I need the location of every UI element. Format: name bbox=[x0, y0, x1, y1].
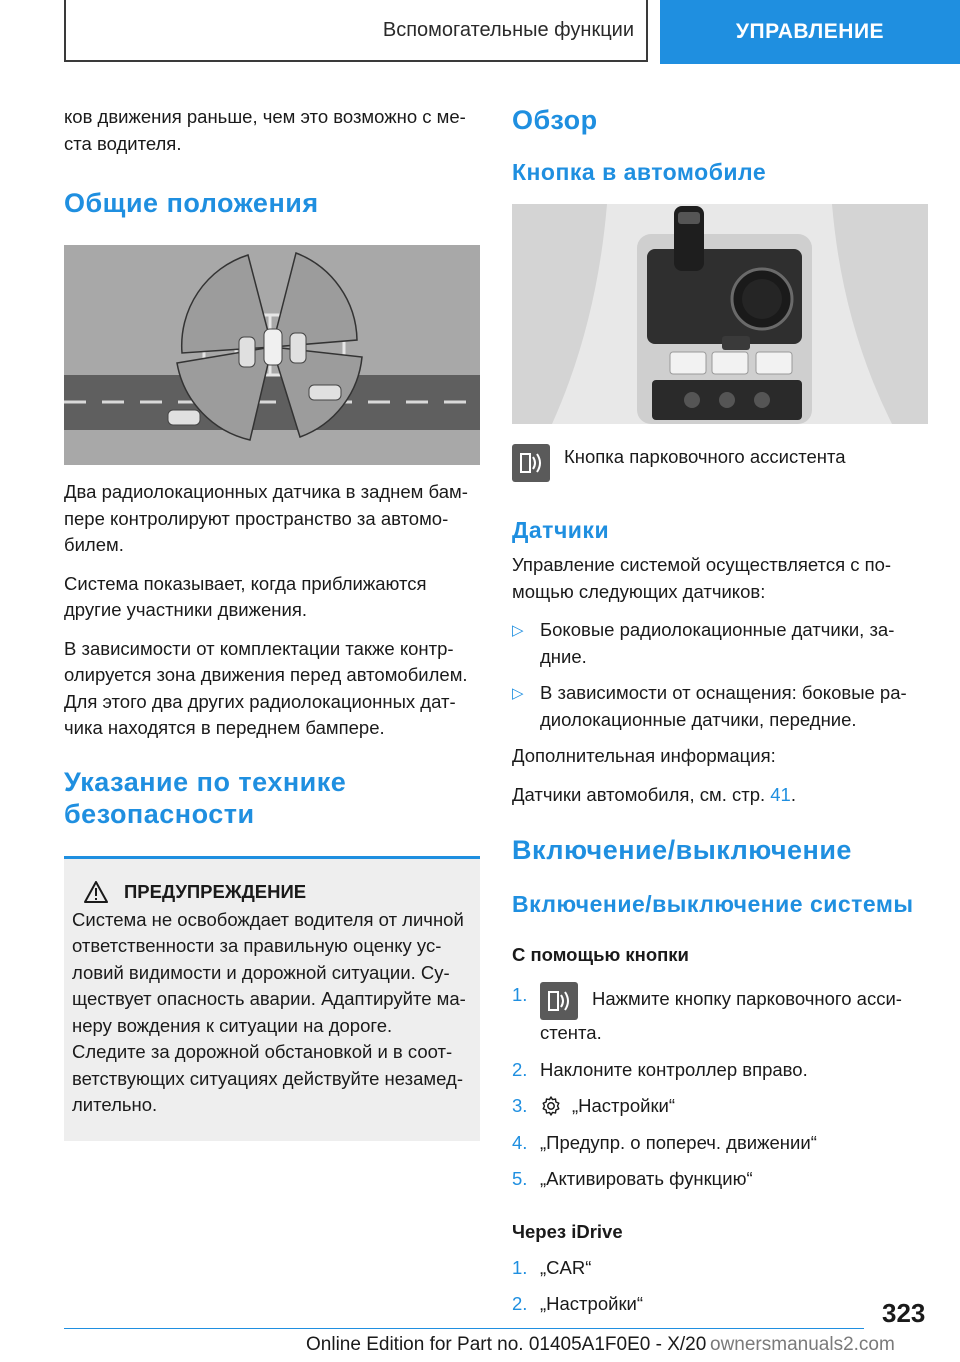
step-text: „Предупр. о попереч. движении“ bbox=[540, 1131, 817, 1153]
step-text: Нажмите кнопку парковочного асси-стента. bbox=[540, 988, 902, 1043]
radar-coverage-illustration bbox=[64, 245, 480, 465]
triangle-bullet-icon: ▷ bbox=[512, 622, 524, 639]
button-step bbox=[512, 1130, 928, 1157]
paragraph-2: Система показывает, когда приближаются другие участники движения. bbox=[64, 572, 427, 620]
idrive-step bbox=[512, 1291, 928, 1318]
general-title: Общие положения bbox=[64, 188, 319, 218]
step-number: 5. bbox=[512, 1168, 528, 1189]
reference-text: Датчики автомобиля, см. стр. bbox=[512, 783, 766, 805]
sensor-item bbox=[512, 617, 928, 670]
step-text: „Активировать функцию“ bbox=[540, 1168, 753, 1189]
step-number: 1. bbox=[512, 1256, 528, 1278]
sensors-intro: Управление системой осуществляется с по-мощью следующих датчиков: bbox=[512, 554, 892, 602]
warning-title: ПРЕДУПРЕЖДЕНИЕ bbox=[124, 880, 307, 902]
settings-gear-icon bbox=[540, 1095, 562, 1117]
footer-watermark: ownersmanuals2.com bbox=[710, 1334, 895, 1355]
step-number: 3. bbox=[512, 1095, 528, 1116]
step-text-wrap bbox=[540, 982, 928, 1047]
step-text: „Настройки“ bbox=[572, 1095, 676, 1116]
page-number: 323 bbox=[882, 1298, 926, 1328]
step-text: „Настройки“ bbox=[540, 1293, 644, 1314]
footer-edition: Online Edition for Part no. 01405A1F0E0 - X/20 bbox=[306, 1334, 707, 1355]
step-number: 1. bbox=[512, 984, 528, 1005]
button-step bbox=[512, 1093, 928, 1120]
left-column bbox=[64, 104, 482, 1141]
sensor-item-text: В зависимости от оснащения: боковые ра-диолокационные датчики, передние. bbox=[540, 682, 907, 730]
button-step bbox=[512, 982, 928, 1047]
sensor-item bbox=[512, 680, 928, 733]
sensors-title: Датчики bbox=[512, 517, 610, 543]
button-caption-row bbox=[512, 444, 928, 482]
safety-title: Указание по технике безопасности bbox=[64, 766, 347, 829]
more-info: Дополнительная информация: bbox=[512, 745, 776, 766]
warning-box bbox=[64, 859, 480, 1141]
intro-paragraph: ков движения раньше, чем это возможно с ме-ста водителя. bbox=[64, 106, 466, 154]
paragraph-3: В зависимости от комплектации также контр-олируется зона движения перед автомобилем. Для этого два других радиолокационных дат-чика находятся в переднем бампере. bbox=[64, 637, 468, 738]
via-idrive-heading: Через iDrive bbox=[512, 1220, 623, 1242]
header-chapter-tab[interactable]: УПРАВЛЕНИЕ bbox=[660, 0, 960, 64]
via-button-heading: С помощью кнопки bbox=[512, 944, 689, 965]
step-number: 4. bbox=[512, 1131, 528, 1153]
paragraph-1: Два радиолокационных датчика в заднем бам-пере контролируют пространство за автомо-билем. bbox=[64, 481, 468, 555]
button-step bbox=[512, 1166, 928, 1193]
console-photo bbox=[512, 204, 928, 424]
warning-header bbox=[72, 881, 470, 903]
parking-assistant-button-icon bbox=[512, 444, 550, 482]
button-step bbox=[512, 1057, 928, 1084]
reference-page-link[interactable]: 41 bbox=[770, 783, 791, 805]
step-number: 2. bbox=[512, 1058, 528, 1080]
overview-title: Обзор bbox=[512, 105, 598, 135]
button-title: Кнопка в автомобиле bbox=[512, 159, 767, 185]
triangle-bullet-icon: ▷ bbox=[512, 685, 524, 702]
warning-triangle-icon bbox=[84, 881, 108, 903]
step-text: Наклоните контроллер вправо. bbox=[540, 1058, 808, 1080]
footer-divider bbox=[64, 1328, 864, 1329]
step-text: „CAR“ bbox=[540, 1256, 592, 1278]
warning-text: Система не освобождает водителя от личной ответственности за правильную оценку ус-ловий видимости и дорожной ситуации. Су-ществует опасность аварии. Адаптируйте ма-неру вождения к ситуации на дороге. Следите за дорожной обстановкой и в соот-ветствующих ситуациях действуйте незамед-лительно. bbox=[72, 908, 466, 1115]
reference-line bbox=[512, 782, 928, 809]
onoff-subtitle: Включение/выключение системы bbox=[512, 891, 914, 917]
sensor-item-text: Боковые радиолокационные датчики, за-дние. bbox=[540, 619, 895, 667]
step-number: 2. bbox=[512, 1293, 528, 1314]
header-section-title: Вспомогательные функции bbox=[64, 0, 648, 62]
right-column bbox=[512, 104, 928, 1328]
button-caption: Кнопка парковочного ассистента bbox=[564, 446, 846, 467]
idrive-step bbox=[512, 1255, 928, 1282]
parking-assistant-button-icon bbox=[540, 982, 578, 1020]
onoff-title: Включение/выключение bbox=[512, 835, 852, 865]
reference-end: . bbox=[790, 783, 796, 805]
